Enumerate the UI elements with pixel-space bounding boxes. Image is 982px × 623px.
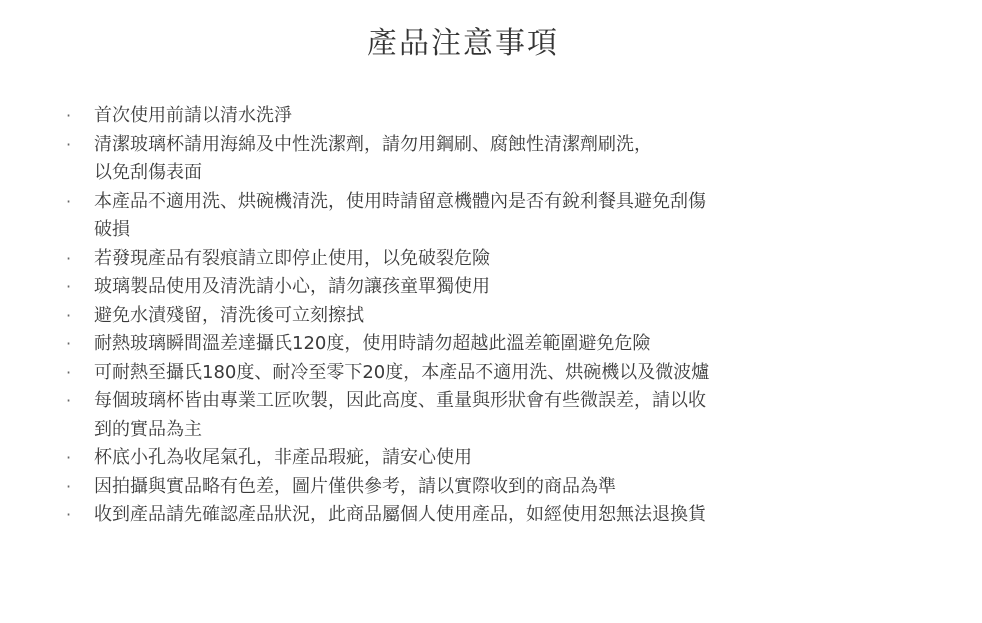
list-item [60, 501, 860, 530]
bullet-icon: · [66, 448, 72, 467]
list-item [60, 273, 860, 302]
list-item [60, 102, 860, 131]
note-text-continued: 到的實品為主 [94, 418, 202, 440]
bullet-icon: · [66, 191, 72, 211]
bullet-icon: · [66, 334, 72, 353]
list-item [60, 444, 860, 473]
bullet-icon: · [66, 476, 72, 496]
bullet-icon: · [66, 391, 72, 410]
note-text: 若發現產品有裂痕請立即停止使用，以免破裂危險 [94, 247, 490, 269]
note-text: 杯底小孔為收尾氣孔，非產品瑕疵，請安心使用 [94, 447, 472, 468]
note-text: 清潔玻璃杯請用海綿及中性洗潔劑，請勿用鋼刷、腐蝕性清潔劑刷洗， [94, 133, 652, 155]
note-text: 可耐熱至攝氏180度、耐冷至零下20度，本產品不適用洗、烘碗機以及微波爐 [94, 361, 710, 383]
list-item [60, 245, 860, 274]
note-text: 每個玻璃杯皆由專業工匠吹製，因此高度、重量與形狀會有些微誤差，請以收 [94, 390, 706, 411]
list-item [60, 359, 860, 388]
note-text: 因拍攝與實品略有色差，圖片僅供參考，請以實際收到的商品為準 [94, 475, 616, 497]
list-item [60, 387, 860, 444]
page-title: 產品注意事項 [367, 26, 559, 61]
note-text: 耐熱玻璃瞬間溫差達攝氏120度，使用時請勿超越此溫差範圍避免危險 [94, 333, 651, 354]
notes-list [60, 102, 860, 530]
note-text-continued: 破損 [94, 219, 130, 240]
bullet-icon: · [66, 277, 72, 296]
bullet-icon: · [66, 106, 72, 125]
list-item [60, 302, 860, 331]
bullet-icon: · [66, 134, 72, 154]
bullet-icon: · [66, 305, 72, 325]
list-item [60, 131, 860, 188]
list-item [60, 330, 860, 359]
bullet-icon: · [66, 248, 72, 268]
bullet-icon: · [66, 505, 72, 524]
note-text: 本產品不適用洗、烘碗機清洗，使用時請留意機體內是否有銳利餐具避免刮傷 [94, 190, 706, 212]
note-text: 首次使用前請以清水洗淨 [94, 105, 292, 126]
bullet-icon: · [66, 362, 72, 382]
list-item [60, 473, 860, 502]
list-item [60, 188, 860, 245]
note-text: 收到產品請先確認產品狀況，此商品屬個人使用產品，如經使用恕無法退換貨 [94, 504, 706, 525]
note-text-continued: 以免刮傷表面 [94, 162, 202, 183]
note-text: 玻璃製品使用及清洗請小心，請勿讓孩童單獨使用 [94, 276, 490, 297]
note-text: 避免水漬殘留，清洗後可立刻擦拭 [94, 304, 364, 326]
